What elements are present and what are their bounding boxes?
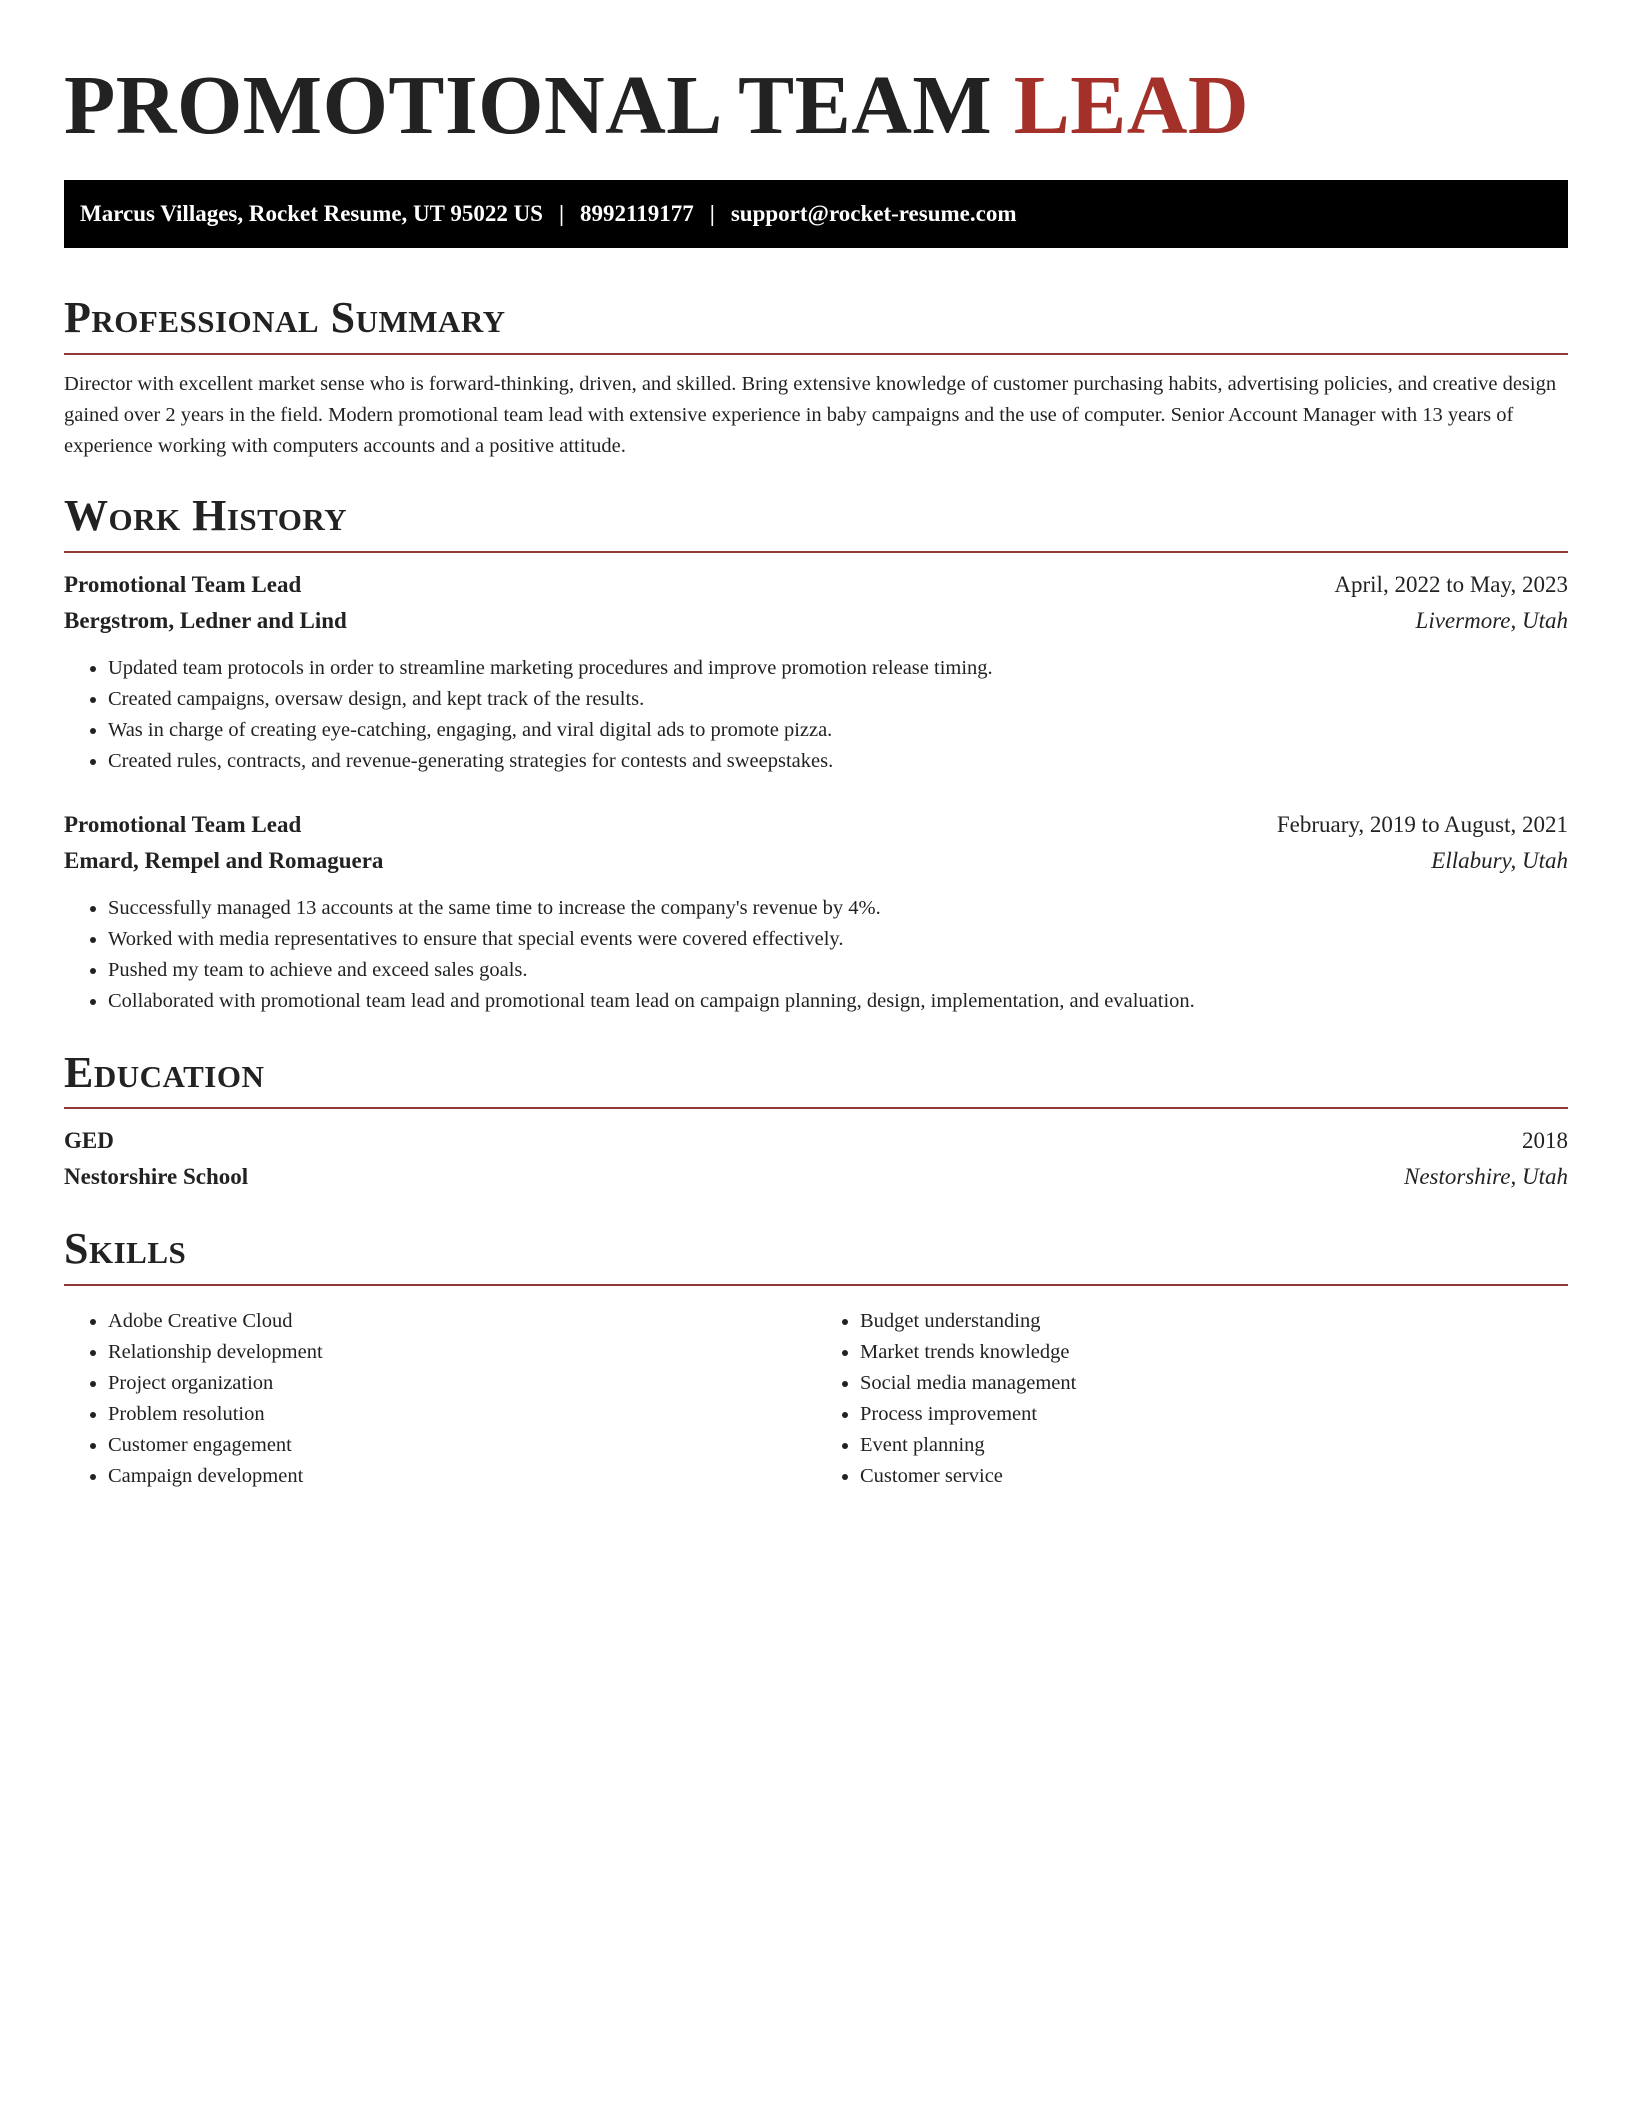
skill-item: • Social media management — [860, 1368, 1568, 1399]
summary-text: Director with excellent market sense who is forward-thinking, driven, and skilled. Bring extensive knowledge of customer purchasing habits, advertising policies, and creative design gained over 2 years in the field. Modern promotional team lead with extensive experience in baby campaigns and the use of computer. Senior Account Manager with 13 years of experience working with computers accounts and a positive attitude. — [64, 372, 1557, 457]
work-history-heading: Work History — [64, 490, 348, 540]
section-divider — [64, 1107, 1568, 1109]
contact-bar — [64, 180, 1568, 248]
job-location: Ellabury, Utah — [1431, 847, 1568, 873]
education-degree-row — [64, 1123, 1568, 1159]
job-entry — [64, 567, 1568, 777]
job-bullet: • Worked with media representatives to ensure that special events were covered effectively. — [108, 924, 1568, 955]
section-divider — [64, 1284, 1568, 1286]
job-dates: February, 2019 to August, 2021 — [1276, 811, 1568, 837]
skill-item: • Campaign development — [108, 1461, 816, 1492]
work-history-section — [64, 490, 1568, 1017]
skill-item: • Customer service — [860, 1461, 1568, 1492]
summary-section — [64, 292, 1568, 462]
education-heading: Education — [64, 1047, 265, 1097]
job-location: Livermore, Utah — [1415, 607, 1568, 633]
title-accent: LEAD — [1013, 59, 1250, 152]
contact-address: Marcus Villages, Rocket Resume, UT 95022 US — [80, 201, 543, 226]
skills-column-left — [64, 1300, 816, 1492]
skill-item: • Project organization — [108, 1368, 816, 1399]
education-degree: GED — [64, 1128, 114, 1154]
job-company: Bergstrom, Ledner and Lind — [64, 607, 347, 633]
skill-item: • Market trends knowledge — [860, 1337, 1568, 1368]
job-bullet: • Was in charge of creating eye-catching, engaging, and viral digital ads to promote pizza. — [108, 715, 1568, 746]
resume-title — [64, 59, 1568, 152]
skills-column-right — [816, 1300, 1568, 1492]
contact-separator: | — [558, 201, 565, 226]
skills-list — [816, 1306, 1568, 1492]
skill-item: • Problem resolution — [108, 1399, 816, 1430]
job-company: Emard, Rempel and Romaguera — [64, 847, 384, 873]
job-role: Promotional Team Lead — [64, 571, 302, 597]
job-bullet-list — [64, 653, 1568, 777]
education-section — [64, 1047, 1568, 1196]
job-bullet: • Updated team protocols in order to streamline marketing procedures and improve promotion release timing. — [108, 653, 1568, 684]
skill-item: • Customer engagement — [108, 1430, 816, 1461]
job-bullet: • Pushed my team to achieve and exceed sales goals. — [108, 955, 1568, 986]
education-school-row — [64, 1159, 1568, 1195]
summary-heading: Professional Summary — [64, 293, 506, 342]
job-header-row — [64, 807, 1568, 843]
job-company-row — [64, 843, 1568, 879]
skills-list — [64, 1306, 816, 1492]
section-divider — [64, 353, 1568, 355]
title-main: PROMOTIONAL TEAM — [64, 59, 993, 152]
skills-grid — [64, 1300, 1568, 1492]
job-company-row — [64, 603, 1568, 639]
skill-item: • Event planning — [860, 1430, 1568, 1461]
education-location: Nestorshire, Utah — [1404, 1164, 1568, 1190]
job-entry — [64, 807, 1568, 1017]
contact-phone: 8992119177 — [580, 201, 694, 226]
job-bullet: • Created campaigns, oversaw design, and kept track of the results. — [108, 684, 1568, 715]
job-bullet: • Collaborated with promotional team lead and promotional team lead on campaign planning, design, implementation, and evaluation. — [108, 986, 1568, 1017]
skill-item: • Relationship development — [108, 1337, 816, 1368]
contact-email: support@rocket-resume.com — [730, 201, 1017, 226]
skills-heading: Skills — [64, 1224, 187, 1274]
job-bullet: • Created rules, contracts, and revenue-generating strategies for contests and sweepstakes. — [108, 746, 1568, 777]
job-bullet: • Successfully managed 13 accounts at the same time to increase the company's revenue by 4%. — [108, 893, 1568, 924]
skill-item: • Adobe Creative Cloud — [108, 1306, 816, 1337]
job-bullet-list — [64, 893, 1568, 1017]
job-role: Promotional Team Lead — [64, 811, 302, 837]
job-dates: April, 2022 to May, 2023 — [1334, 571, 1568, 597]
contact-separator: | — [709, 201, 715, 226]
skill-item: • Process improvement — [860, 1399, 1568, 1430]
job-header-row — [64, 567, 1568, 603]
education-school: Nestorshire School — [64, 1164, 249, 1190]
education-year: 2018 — [1522, 1128, 1568, 1154]
skills-section — [64, 1223, 1568, 1492]
skill-item: • Budget understanding — [860, 1306, 1568, 1337]
section-divider — [64, 551, 1568, 553]
